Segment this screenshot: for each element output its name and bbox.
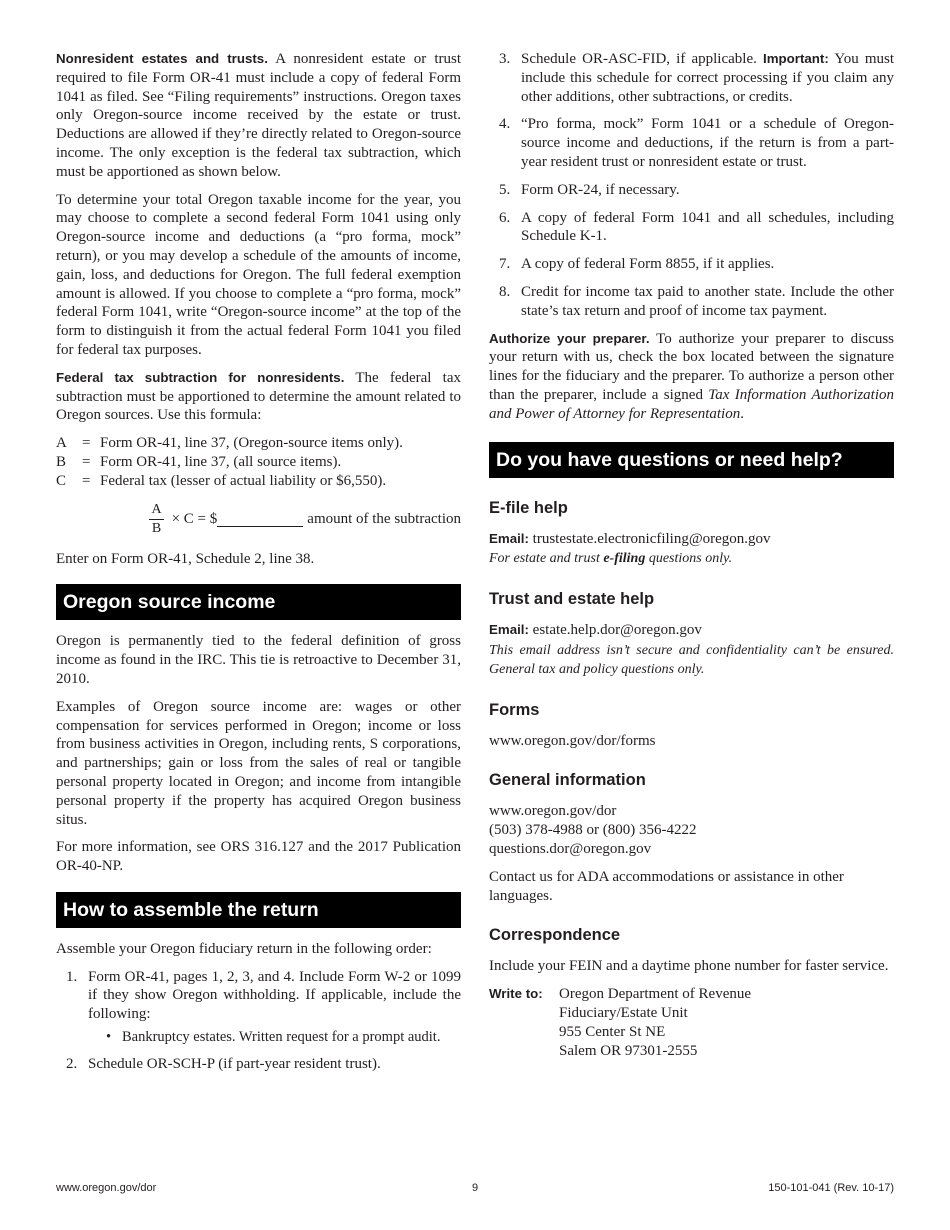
footer-page-number: 9 bbox=[472, 1182, 479, 1194]
source-paragraph-1: Oregon is permanently tied to the federal definition of gross income as found in the IRC. This tie is retroactive to December 31, 2010. bbox=[56, 633, 461, 687]
amount-blank-line bbox=[217, 512, 303, 527]
assemble-list-right bbox=[489, 50, 894, 321]
assemble-list-left bbox=[56, 968, 461, 1074]
formula-row-c: C = Federal tax (lesser of actual liability or $6,550). bbox=[56, 472, 387, 489]
right-column bbox=[489, 50, 894, 1060]
forms-heading: Forms bbox=[489, 700, 540, 719]
trust-estate-help-heading: Trust and estate help bbox=[489, 590, 655, 609]
efile-email-link[interactable]: trustestate.electronicfiling@oregon.gov bbox=[532, 530, 771, 547]
forms-url-link[interactable]: www.oregon.gov/dor/forms bbox=[489, 732, 656, 749]
efile-email-line: Email: trustestate.electronicfiling@oregon.gov bbox=[489, 530, 771, 547]
oregon-source-income-banner: Oregon source income bbox=[56, 584, 461, 620]
efile-help-heading: E-file help bbox=[489, 498, 568, 517]
bankruptcy-bullet: • Bankruptcy estates. Written request for a prompt audit. bbox=[88, 1028, 461, 1046]
general-information-heading: General information bbox=[489, 771, 646, 790]
authorize-preparer-heading: Authorize your preparer. bbox=[489, 330, 650, 346]
correspondence-heading: Correspondence bbox=[489, 926, 621, 945]
authorize-preparer-paragraph: Authorize your preparer. To authorize your preparer to discuss your return with us, check the box located between the signature lines for the fiduciary and the preparer. To authorize a person other than the preparer, include a signed Tax Information Authorization and Power of Attorney for Representation. bbox=[489, 330, 895, 422]
list-item: 5. Form OR-24, if necessary. bbox=[499, 181, 680, 198]
federal-subtraction-paragraph: Federal tax subtraction for nonresidents. The federal tax subtraction must be apportioned to determine the amount related to Oregon sources. Use this formula: bbox=[56, 369, 461, 424]
formula-row-b: B = Form OR-41, line 37, (all source items). bbox=[56, 453, 342, 470]
federal-subtraction-heading: Federal tax subtraction for nonresidents. bbox=[56, 369, 345, 385]
formula-row-a: A = Form OR-41, line 37, (Oregon-source items only). bbox=[56, 435, 403, 452]
write-to-label: Write to: bbox=[489, 986, 543, 1002]
list-item: 4. “Pro forma, mock” Form 1041 or a schedule of Oregon-source income and deductions, if the return is from a part-year resident trust or nonresident estate or trust. bbox=[499, 116, 894, 170]
nonresident-paragraph: Nonresident estates and trusts. A nonresident estate or trust required to file Form OR-41 must include a copy of federal Form 1041 as filed. See “Filing requirements” instructions. Oregon taxes only Oregon-source income received by the estate or trust. Deductions are allowed if they’re directly related to Oregon-source income. The only exception is the federal tax subtraction, which must be apportioned as shown below. bbox=[56, 51, 461, 180]
left-column bbox=[56, 50, 461, 1083]
list-item: 6. A copy of federal Form 1041 and all schedules, including Schedule K-1. bbox=[499, 209, 894, 245]
list-item: 3. Schedule OR-ASC-FID, if applicable. Important: You must include this schedule for correct processing if you claim any other additions, other subtractions, or credits. bbox=[499, 51, 894, 105]
subtraction-formula: $\frac{A}{B}$ × C = $ amount of the subtraction bbox=[151, 501, 461, 536]
list-item: 8. Credit for income tax paid to another state. Include the other state’s tax return and proof of income tax payment. bbox=[499, 283, 894, 319]
correspondence-paragraph: Include your FEIN and a daytime phone number for faster service. bbox=[489, 958, 889, 975]
list-item: 1. Form OR-41, pages 1, 2, 3, and 4. Include Form W-2 or 1099 if they show Oregon withholding. If applicable, include the following: • Bankruptcy estates. Written request for a prompt audit. bbox=[66, 968, 461, 1046]
general-phone: (503) 378-4988 or (800) 356-4222 bbox=[489, 822, 697, 839]
footer-website: www.oregon.gov/dor bbox=[56, 1182, 157, 1194]
ada-paragraph: Contact us for ADA accommodations or assistance in other languages. bbox=[489, 868, 844, 904]
mailing-address: Write to: Oregon Department of Revenue Fiduciary/Estate Unit 955 Center St NE Salem OR 97301-2555 bbox=[489, 986, 752, 1059]
formula-definitions bbox=[56, 434, 461, 490]
enter-on-line: Enter on Form OR-41, Schedule 2, line 38. bbox=[56, 550, 315, 567]
assemble-intro: Assemble your Oregon fiduciary return in the following order: bbox=[56, 940, 432, 957]
footer-form-number: 150-101-041 (Rev. 10-17) bbox=[768, 1182, 894, 1194]
trust-email-line: Email: estate.help.dor@oregon.gov bbox=[489, 622, 702, 639]
general-email-link[interactable]: questions.dor@oregon.gov bbox=[489, 840, 652, 857]
general-contact-block bbox=[489, 802, 894, 858]
bullet-icon: • bbox=[106, 1029, 112, 1046]
list-item: 7. A copy of federal Form 8855, if it applies. bbox=[499, 256, 775, 273]
assemble-return-banner: How to assemble the return bbox=[56, 892, 461, 928]
general-url-link[interactable]: www.oregon.gov/dor bbox=[489, 803, 617, 820]
efile-note: For estate and trust e-filing questions only. bbox=[489, 551, 733, 567]
list-item: 2. Schedule OR-SCH-P (if part-year resident trust). bbox=[66, 1056, 381, 1073]
fraction-a-over-b: $\frac{A}{B}$ bbox=[151, 501, 162, 536]
source-paragraph-3: For more information, see ORS 316.127 and the 2017 Publication OR-40-NP. bbox=[56, 839, 461, 875]
proforma-paragraph: To determine your total Oregon taxable income for the year, you may choose to complete a second federal Form 1041 using only Oregon-source income and deductions (a “pro forma, mock” return), or you may develop a schedule of the amounts of income, gain, loss, and deductions for Oregon. The full federal exemption amount is allowed. If you choose to complete a “pro forma, mock” federal Form 1041, write “Oregon-source income” at the top of the form to distinguish it from the actual federal Form 1041 you filed for federal tax purposes. bbox=[56, 191, 461, 358]
help-banner: Do you have questions or need help? bbox=[489, 442, 894, 478]
trust-note: This email address isn’t secure and confidentiality can’t be ensured. General tax and policy questions only. bbox=[489, 642, 894, 677]
source-paragraph-2: Examples of Oregon source income are: wages or other compensation for services performed in Oregon; income or loss from business activities in Oregon, including rents, S corporations, and partnerships; gain or loss from the sales of real or tangible personal property located in Oregon; and income from intangible personal property if the property has acquired Oregon business situs. bbox=[56, 698, 461, 828]
nonresident-heading: Nonresident estates and trusts. bbox=[56, 51, 268, 66]
trust-email-link[interactable]: estate.help.dor@oregon.gov bbox=[532, 622, 702, 639]
